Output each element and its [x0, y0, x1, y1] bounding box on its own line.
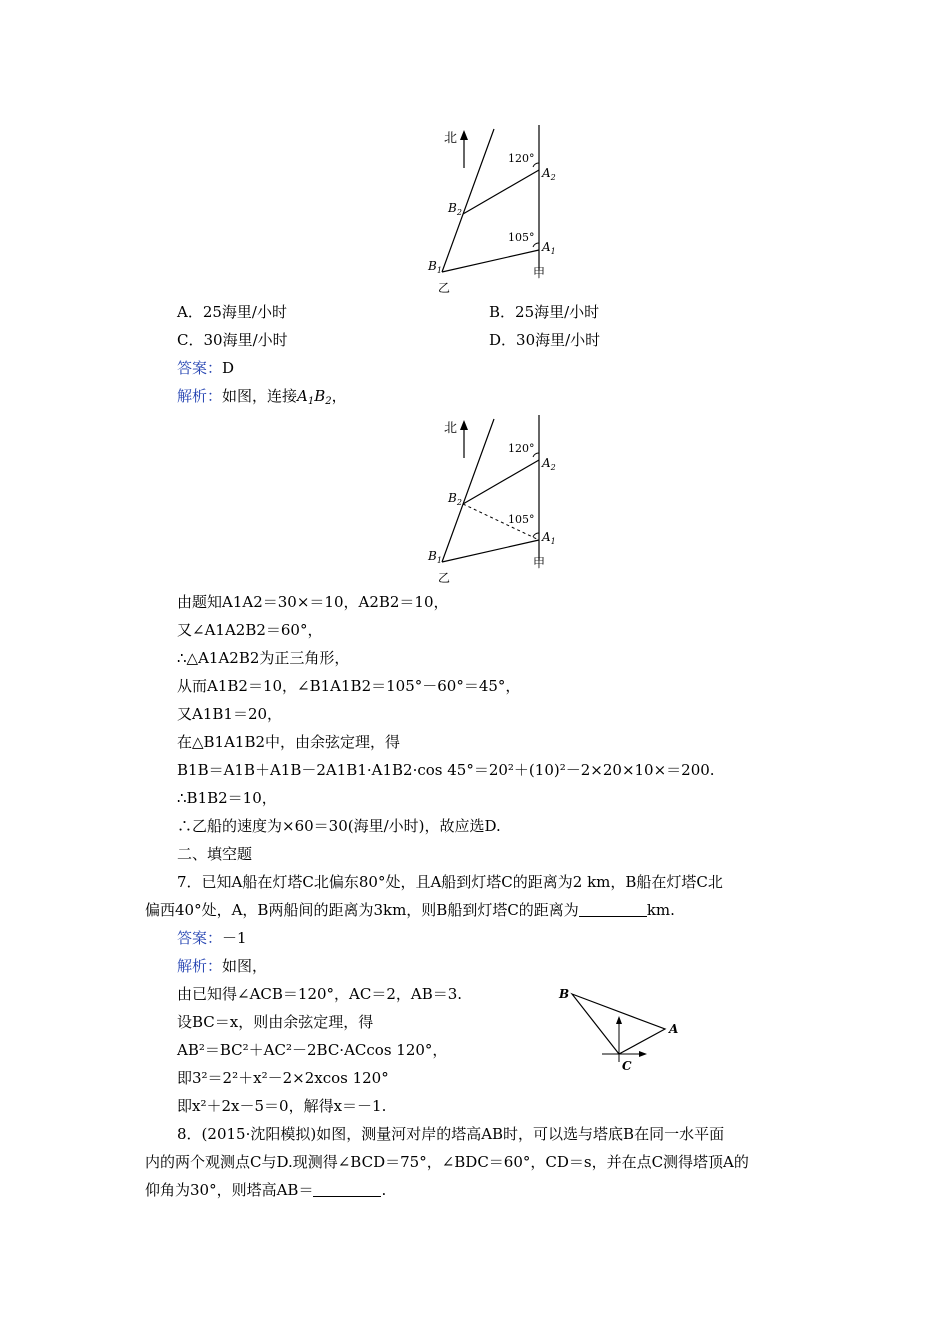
north-label: 北 — [444, 131, 458, 146]
q7-analysis — [177, 956, 267, 976]
figure-ship-diagram-2 — [420, 410, 580, 585]
north-arrow-head — [616, 1016, 622, 1024]
label-c: C — [622, 1059, 632, 1072]
angle-105-label: 105° — [508, 513, 535, 526]
label-a1: $A_1$ — [542, 530, 556, 546]
angle-arc-bottom — [533, 533, 539, 537]
label-a2: $A_2$ — [542, 456, 556, 472]
solution-line-4: 从而A1B2＝10，∠B1A1B2＝105°－60°＝45°， — [177, 677, 521, 695]
section-title: 二、填空题 — [177, 845, 253, 863]
label-a1: $A_1$ — [542, 240, 556, 256]
east-arrow-head — [639, 1051, 647, 1057]
line-b1-a1 — [442, 540, 539, 562]
label-yi: 乙 — [438, 281, 451, 295]
line-b2-a2 — [463, 460, 539, 504]
analysis-label: 解析： — [177, 387, 223, 405]
q7-solution-line-3: AB²＝BC²＋AC²－2BC·ACcos 120°， — [177, 1041, 448, 1059]
figure-ship-diagram-1 — [420, 120, 580, 295]
solution-line-7: B1B＝A1B＋A1B－2A1B1·A1B2·cos 45°＝20²＋(10)²－2×20×10×＝200. — [177, 761, 715, 779]
figure-triangle-abc — [555, 982, 685, 1072]
label-jia: 甲 — [533, 556, 546, 570]
analysis-text: 如图， — [222, 957, 268, 975]
solution-line-3: ∴△A1A2B2为正三角形， — [177, 649, 350, 667]
north-arrow-head — [460, 130, 468, 140]
q7-solution-line-1: 由已知得∠ACB＝120°，AC＝2，AB＝3. — [177, 985, 463, 1003]
analysis-text: 如图，连接 — [222, 387, 298, 405]
q6-answer — [177, 358, 234, 378]
angle-105-label: 105° — [508, 231, 535, 244]
label-a2: $A_2$ — [542, 166, 556, 182]
solution-line-8: ∴B1B2＝10， — [177, 789, 277, 807]
solution-line-1: 由题知A1A2＝30×＝10，A2B2＝10， — [177, 593, 449, 611]
option-b: B．25海里/小时 — [489, 303, 600, 321]
label-yi: 乙 — [438, 571, 451, 585]
label-a: A — [669, 1022, 679, 1036]
q7-line-1: 7．已知A船在灯塔C北偏东80°处，且A船到灯塔C的距离为2 km，B船在灯塔C北 — [177, 873, 723, 891]
label-b: B — [559, 987, 570, 1001]
angle-120-label: 120° — [508, 152, 535, 165]
solution-line-5: 又A1B1＝20， — [177, 705, 283, 723]
q8-line-3-text: 仰角为30°，则塔高AB＝ — [145, 1181, 314, 1199]
q7-line-2-text: 偏西40°处，A，B两船间的距离为3km，则B船到灯塔C的距离为 — [145, 901, 579, 919]
q8-line-3-end: . — [381, 1181, 387, 1199]
answer-label: 答案： — [177, 929, 223, 947]
option-c: C．30海里/小时 — [177, 331, 288, 349]
north-label: 北 — [444, 421, 458, 436]
analysis-label: 解析： — [177, 957, 223, 975]
answer-value: －1 — [222, 929, 247, 947]
solution-line-6: 在△B1A1B2中，由余弦定理，得 — [177, 733, 401, 751]
q8-line-2: 内的两个观测点C与D.现测得∠BCD＝75°，∠BDC＝60°，CD＝s，并在点C测得塔顶A的 — [145, 1153, 749, 1171]
q6-analysis: 解析：如图，连接$A_1B_2$， — [177, 387, 347, 407]
q7-solution-line-2: 设BC＝x，则由余弦定理，得 — [177, 1013, 374, 1031]
q7-solution-line-5: 即x²＋2x－5＝0，解得x＝－1. — [177, 1097, 387, 1115]
answer-blank — [313, 1182, 381, 1197]
q7-line-2 — [145, 900, 675, 920]
line-b2-a2 — [463, 170, 539, 214]
a1b2-term: $A_1B_2$ — [297, 387, 332, 407]
option-a: A．25海里/小时 — [177, 303, 287, 321]
label-b2: $B_2$ — [448, 491, 462, 507]
answer-label: 答案： — [177, 359, 223, 377]
q8-line-3 — [145, 1180, 386, 1200]
q7-answer — [177, 928, 247, 948]
solution-line-9: ∴乙船的速度为×60＝30(海里/小时)，故应选D. — [177, 817, 501, 835]
q8-line-1: 8．(2015·沈阳模拟)如图，测量河对岸的塔高AB时，可以选与塔底B在同一水平面 — [177, 1125, 725, 1143]
label-jia: 甲 — [533, 266, 546, 280]
solution-line-2: 又∠A1A2B2＝60°， — [177, 621, 323, 639]
label-b1: $B_1$ — [428, 549, 442, 565]
answer-blank — [579, 902, 647, 917]
answer-value: D — [222, 359, 235, 377]
q7-line-2-unit: km. — [646, 901, 675, 919]
angle-120-label: 120° — [508, 442, 535, 455]
line-b1-a1 — [442, 250, 539, 272]
north-arrow-head — [460, 420, 468, 430]
label-b2: $B_2$ — [448, 201, 462, 217]
q7-solution-line-4: 即3²＝2²＋x²－2×2xcos 120° — [177, 1069, 389, 1087]
label-b1: $B_1$ — [428, 259, 442, 275]
option-d: D．30海里/小时 — [489, 331, 601, 349]
